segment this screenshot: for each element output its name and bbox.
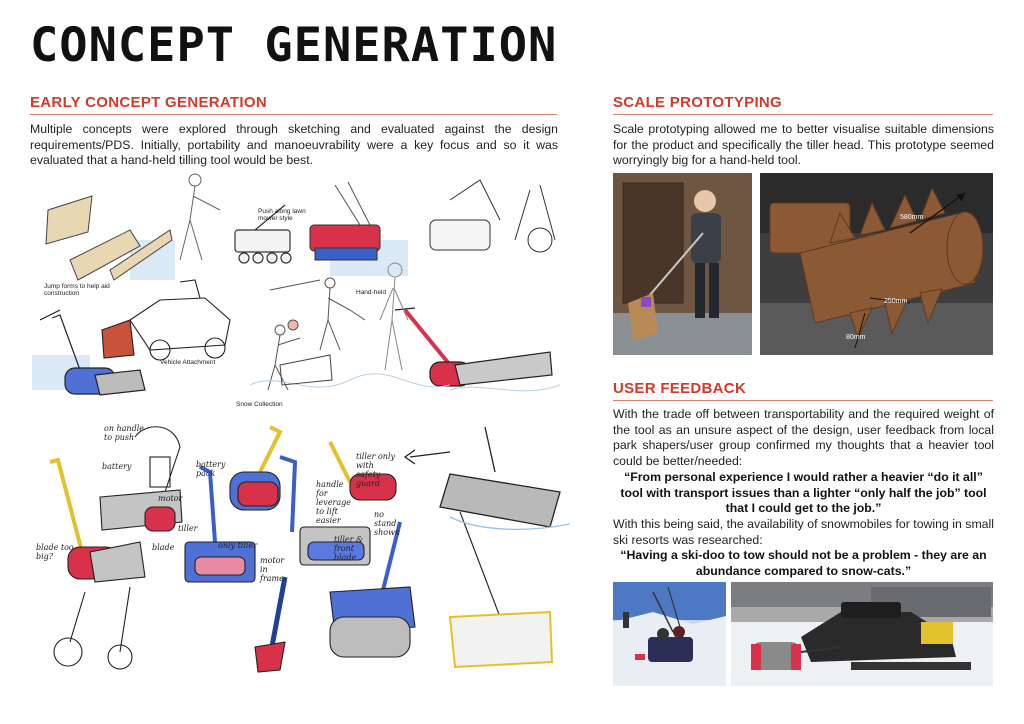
note-handle-push: on handle to push (104, 424, 144, 442)
user-feedback-body-2: With this being said, the availability of snowmobiles for towing in small ski resorts was researched: (613, 517, 994, 547)
dim-label-80: 80mm (846, 334, 866, 341)
label-jump-forms: Jump forms to help aid construction (44, 283, 110, 297)
snowmobile-photo-slope (613, 582, 726, 686)
concept-sketches-lower (30, 412, 570, 684)
snowmobile-photo-roller (731, 582, 993, 686)
tow-sketch (405, 427, 570, 529)
user-feedback-quote-1: “From personal experience I would rather a heavier “do it all” tool with transport issues than a lighter “only half the job” tool that I could get to the job.” (620, 470, 987, 516)
user-feedback-body-1: With the trade off between transportability and the required weight of the tool as an unsure aspect of the design, user feedback from local park shapers/user group confirmed my thoughts that a heavier tool could be better/needed: (613, 407, 994, 468)
scale-prototyping-body: Scale prototyping allowed me to better visualise suitable dimensions for the product and specifically the tiller head. This prototype seemed worryingly big for a hand-held tool. (613, 122, 994, 168)
note-motor: motor (158, 494, 183, 503)
scale-prototype-photo-tiller (760, 173, 993, 355)
note-tiller-only: tiller only with safety guard (356, 452, 396, 488)
note-blade: blade (152, 543, 175, 552)
concept-yellow-handle (50, 460, 145, 666)
note-only-tiller: only tiller (218, 541, 258, 550)
concept-snow-box (450, 512, 552, 667)
scale-prototype-photo-person (613, 173, 752, 355)
user-feedback-heading: USER FEEDBACK (613, 380, 993, 401)
label-snow-collection: Snow Collection (236, 401, 283, 408)
upright-tiller-sketches (430, 180, 555, 252)
note-motor-in-frame: motor in frame (260, 556, 285, 583)
early-concept-body: Multiple concepts were explored through sketching and evaluated against the design requirements/PDS. Initially, portability and manoeuvrability were a key focus and so it was evaluated that a hand-held tilling tool would be best. (30, 122, 558, 168)
note-blade-too-big: blade too big? (36, 543, 74, 561)
note-no-stand: no stand shown (374, 510, 401, 537)
note-battery-pack: battery pack (196, 460, 226, 478)
label-vehicle: Vehicle Attachment (160, 359, 216, 366)
note-tiller: tiller (178, 524, 198, 533)
dim-label-580: 580mm (900, 214, 924, 221)
shovel-roller-sketch (395, 308, 552, 386)
vehicle-attachment-sketch (102, 280, 230, 360)
note-handle-leverage: handle for leverage to lift easier (316, 480, 351, 525)
page-title: CONCEPT GENERATION (30, 18, 558, 73)
dim-label-250: 250mm (884, 298, 908, 305)
early-concept-heading: EARLY CONCEPT GENERATION (30, 94, 557, 115)
user-feedback-quote-2: “Having a ski-doo to tow should not be a problem - they are an abundance compared to snow-cats.” (620, 548, 987, 578)
note-battery: battery (102, 462, 132, 471)
snow-collection-box (280, 355, 332, 385)
label-push-mower: Push along lawn mower style (258, 208, 306, 222)
concept-only-tiller (230, 427, 280, 510)
note-tiller-front: tiller & front blade (334, 535, 364, 562)
hand-held-figures-sketch (268, 278, 365, 390)
label-hand-held: Hand-held (356, 289, 386, 296)
scale-prototyping-heading: SCALE PROTOTYPING (613, 94, 993, 115)
red-tiller-mower-sketch (310, 182, 380, 260)
standing-figure-sketch (380, 263, 408, 370)
push-figure-sketch (180, 174, 220, 260)
